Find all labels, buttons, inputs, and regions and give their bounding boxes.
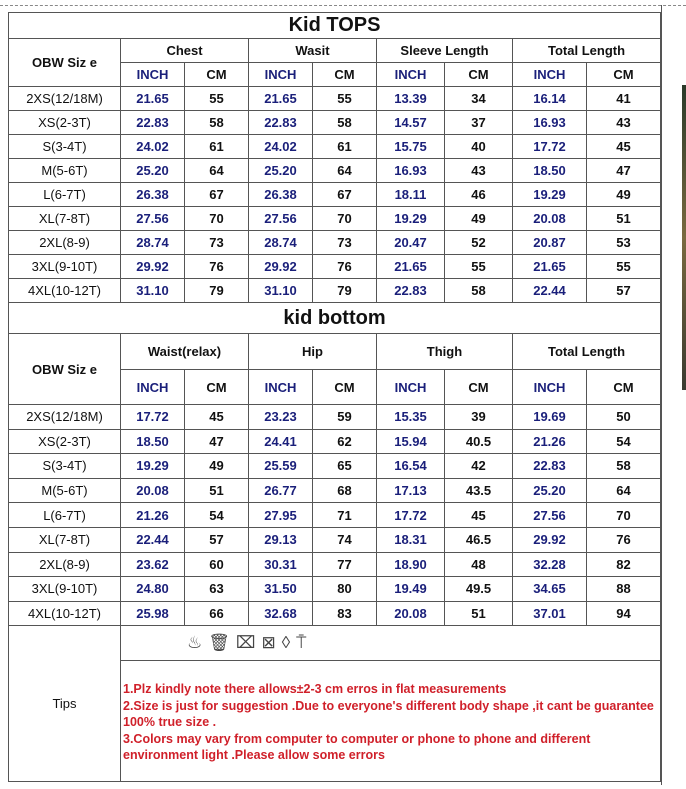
cm-value: 57 (185, 527, 249, 552)
inch-value: 27.56 (121, 207, 185, 231)
cm-value: 54 (185, 503, 249, 528)
inch-value: 26.38 (121, 183, 185, 207)
inch-value: 17.72 (121, 405, 185, 430)
size-cell: L(6-7T) (9, 183, 121, 207)
inch-value: 22.44 (513, 279, 587, 303)
table-row (9, 478, 661, 503)
inch-value: 16.93 (377, 159, 445, 183)
cm-value: 64 (185, 159, 249, 183)
cm-value: 94 (587, 601, 661, 626)
inch-value: 14.57 (377, 111, 445, 135)
inch-value: 27.95 (249, 503, 313, 528)
cm-value: 70 (185, 207, 249, 231)
cm-value: 76 (185, 255, 249, 279)
cm-value: 40 (445, 135, 513, 159)
inch-value: 22.83 (513, 454, 587, 479)
table-row (9, 405, 661, 430)
cm-value: 74 (313, 527, 377, 552)
cm-value: 48 (445, 552, 513, 577)
tops-title: Kid TOPS (9, 13, 661, 39)
inch-header: INCH (513, 63, 587, 87)
inch-value: 15.94 (377, 429, 445, 454)
inch-value: 26.38 (249, 183, 313, 207)
cm-value: 55 (445, 255, 513, 279)
inch-value: 29.92 (249, 255, 313, 279)
inch-value: 18.50 (513, 159, 587, 183)
inch-value: 25.98 (121, 601, 185, 626)
size-cell: XL(7-8T) (9, 207, 121, 231)
size-header: OBW Siz e (9, 334, 121, 405)
inch-value: 17.72 (513, 135, 587, 159)
cm-header: CM (445, 370, 513, 405)
inch-value: 13.39 (377, 87, 445, 111)
cm-value: 41 (587, 87, 661, 111)
tips-text (121, 661, 661, 782)
table-row (9, 135, 661, 159)
size-cell: 4XL(10-12T) (9, 601, 121, 626)
cm-value: 73 (313, 231, 377, 255)
cm-value: 64 (313, 159, 377, 183)
cm-value: 47 (587, 159, 661, 183)
photo-edge (682, 85, 686, 390)
no-tumble-dry-icon: ⌧ (235, 633, 262, 653)
cm-value: 70 (587, 503, 661, 528)
cm-value: 77 (313, 552, 377, 577)
tip-1: 1.Plz kindly note there allows±2-3 cm erros in flat measurements (123, 682, 507, 697)
bottom-title: kid bottom (9, 303, 661, 334)
inch-value: 21.26 (513, 429, 587, 454)
inch-value: 17.13 (377, 478, 445, 503)
inch-value: 21.65 (121, 87, 185, 111)
cm-value: 49 (445, 207, 513, 231)
inch-value: 15.35 (377, 405, 445, 430)
group-header: Chest (121, 39, 249, 63)
inch-header: INCH (121, 63, 185, 87)
inch-value: 28.74 (249, 231, 313, 255)
size-cell: M(5-6T) (9, 159, 121, 183)
group-header: Wasit (249, 39, 377, 63)
inch-value: 20.87 (513, 231, 587, 255)
no-dry-clean-icon: ⊠ (261, 633, 282, 653)
cm-value: 67 (185, 183, 249, 207)
cm-header: CM (587, 63, 661, 87)
size-cell: M(5-6T) (9, 478, 121, 503)
iron-icon: ◊ (281, 633, 297, 653)
cm-value: 52 (445, 231, 513, 255)
cm-value: 54 (587, 429, 661, 454)
inch-value: 18.90 (377, 552, 445, 577)
group-header: Hip (249, 334, 377, 370)
inch-value: 20.08 (513, 207, 587, 231)
cm-value: 42 (445, 454, 513, 479)
table-row (9, 183, 661, 207)
inch-value: 29.13 (249, 527, 313, 552)
cm-value: 68 (313, 478, 377, 503)
cm-value: 80 (313, 577, 377, 602)
tip-3: 3.Colors may vary from computer to computer or phone to phone and different environment light .Please allow some errors (123, 731, 591, 763)
hang-dry-icon: ⍑ (296, 633, 313, 653)
inch-header: INCH (249, 63, 313, 87)
table-row (9, 601, 661, 626)
inch-value: 32.28 (513, 552, 587, 577)
cm-header: CM (185, 370, 249, 405)
inch-value: 21.65 (377, 255, 445, 279)
inch-value: 22.44 (121, 527, 185, 552)
inch-value: 22.83 (377, 279, 445, 303)
inch-value: 26.77 (249, 478, 313, 503)
group-header: Total Length (513, 39, 661, 63)
size-cell: 3XL(9-10T) (9, 577, 121, 602)
cm-value: 76 (313, 255, 377, 279)
table-row (9, 111, 661, 135)
cm-value: 58 (445, 279, 513, 303)
inch-value: 19.49 (377, 577, 445, 602)
inch-value: 24.41 (249, 429, 313, 454)
cm-value: 57 (587, 279, 661, 303)
inch-value: 20.08 (121, 478, 185, 503)
inch-value: 32.68 (249, 601, 313, 626)
group-header: Sleeve Length (377, 39, 513, 63)
inch-value: 29.92 (121, 255, 185, 279)
cm-value: 34 (445, 87, 513, 111)
size-cell: 2XL(8-9) (9, 552, 121, 577)
table-row (9, 577, 661, 602)
inch-value: 27.56 (249, 207, 313, 231)
inch-value: 17.72 (377, 503, 445, 528)
inch-value: 16.54 (377, 454, 445, 479)
inch-value: 25.59 (249, 454, 313, 479)
cm-value: 49 (587, 183, 661, 207)
table-row (9, 255, 661, 279)
wash-tub-icon: 🗑 (208, 633, 236, 653)
divider (661, 5, 662, 785)
inch-value: 18.31 (377, 527, 445, 552)
cm-value: 45 (587, 135, 661, 159)
cm-value: 40.5 (445, 429, 513, 454)
group-header: Waist(relax) (121, 334, 249, 370)
cm-value: 55 (313, 87, 377, 111)
inch-value: 29.92 (513, 527, 587, 552)
cm-value: 88 (587, 577, 661, 602)
cm-header: CM (185, 63, 249, 87)
cm-value: 43 (445, 159, 513, 183)
cm-value: 49 (185, 454, 249, 479)
inch-value: 30.31 (249, 552, 313, 577)
cm-value: 51 (185, 478, 249, 503)
cm-value: 71 (313, 503, 377, 528)
inch-value: 19.69 (513, 405, 587, 430)
cm-value: 37 (445, 111, 513, 135)
inch-header: INCH (121, 370, 185, 405)
inch-value: 19.29 (121, 454, 185, 479)
cm-value: 49.5 (445, 577, 513, 602)
inch-value: 19.29 (513, 183, 587, 207)
cm-value: 66 (185, 601, 249, 626)
cm-value: 76 (587, 527, 661, 552)
cm-value: 39 (445, 405, 513, 430)
size-cell: XS(2-3T) (9, 111, 121, 135)
inch-value: 25.20 (513, 478, 587, 503)
inch-value: 24.80 (121, 577, 185, 602)
cm-value: 79 (313, 279, 377, 303)
inch-value: 20.47 (377, 231, 445, 255)
inch-value: 23.62 (121, 552, 185, 577)
cm-value: 45 (185, 405, 249, 430)
care-icons (121, 626, 661, 661)
cm-header: CM (313, 370, 377, 405)
cm-value: 46.5 (445, 527, 513, 552)
size-cell: L(6-7T) (9, 503, 121, 528)
inch-value: 28.74 (121, 231, 185, 255)
group-header: Total Length (513, 334, 661, 370)
inch-header: INCH (249, 370, 313, 405)
inch-value: 21.26 (121, 503, 185, 528)
inch-value: 21.65 (249, 87, 313, 111)
cm-value: 58 (587, 454, 661, 479)
cm-value: 51 (445, 601, 513, 626)
inch-value: 31.10 (121, 279, 185, 303)
inch-value: 22.83 (249, 111, 313, 135)
cm-value: 46 (445, 183, 513, 207)
table-row (9, 429, 661, 454)
cm-value: 50 (587, 405, 661, 430)
cm-value: 55 (587, 255, 661, 279)
table-row (9, 279, 661, 303)
inch-value: 25.20 (121, 159, 185, 183)
table-row (9, 159, 661, 183)
cm-value: 70 (313, 207, 377, 231)
hand-wash-icon: ♨ (187, 633, 209, 653)
cm-value: 53 (587, 231, 661, 255)
inch-value: 16.14 (513, 87, 587, 111)
cm-header: CM (313, 63, 377, 87)
cm-value: 51 (587, 207, 661, 231)
size-cell: 2XS(12/18M) (9, 405, 121, 430)
cm-value: 63 (185, 577, 249, 602)
size-chart (8, 12, 660, 782)
inch-value: 31.50 (249, 577, 313, 602)
inch-value: 22.83 (121, 111, 185, 135)
top-border (0, 0, 686, 6)
inch-value: 15.75 (377, 135, 445, 159)
inch-value: 24.02 (121, 135, 185, 159)
cm-value: 43 (587, 111, 661, 135)
cm-header: CM (445, 63, 513, 87)
cm-value: 83 (313, 601, 377, 626)
cm-value: 82 (587, 552, 661, 577)
inch-value: 23.23 (249, 405, 313, 430)
inch-value: 25.20 (249, 159, 313, 183)
cm-value: 58 (313, 111, 377, 135)
cm-header: CM (587, 370, 661, 405)
inch-value: 27.56 (513, 503, 587, 528)
size-cell: S(3-4T) (9, 135, 121, 159)
table-row (9, 231, 661, 255)
inch-header: INCH (377, 370, 445, 405)
inch-value: 20.08 (377, 601, 445, 626)
inch-value: 37.01 (513, 601, 587, 626)
cm-value: 55 (185, 87, 249, 111)
inch-value: 19.29 (377, 207, 445, 231)
cm-value: 64 (587, 478, 661, 503)
cm-value: 47 (185, 429, 249, 454)
cm-value: 43.5 (445, 478, 513, 503)
inch-value: 21.65 (513, 255, 587, 279)
table-row (9, 454, 661, 479)
inch-value: 18.50 (121, 429, 185, 454)
cm-value: 61 (313, 135, 377, 159)
table-row (9, 552, 661, 577)
cm-value: 59 (313, 405, 377, 430)
size-cell: 2XL(8-9) (9, 231, 121, 255)
cm-value: 60 (185, 552, 249, 577)
cm-value: 58 (185, 111, 249, 135)
size-cell: XS(2-3T) (9, 429, 121, 454)
tips-label: Tips (9, 626, 121, 782)
inch-header: INCH (377, 63, 445, 87)
table-row (9, 207, 661, 231)
cm-value: 79 (185, 279, 249, 303)
size-cell: XL(7-8T) (9, 527, 121, 552)
inch-value: 31.10 (249, 279, 313, 303)
size-table (8, 12, 661, 782)
size-header: OBW Siz e (9, 39, 121, 87)
table-row (9, 87, 661, 111)
inch-value: 24.02 (249, 135, 313, 159)
cm-value: 62 (313, 429, 377, 454)
cm-value: 65 (313, 454, 377, 479)
tip-2: 2.Size is just for suggestion .Due to everyone's different body shape ,it cant be guarantee 100% true size . (123, 698, 654, 730)
inch-value: 18.11 (377, 183, 445, 207)
inch-value: 34.65 (513, 577, 587, 602)
size-cell: 4XL(10-12T) (9, 279, 121, 303)
cm-value: 61 (185, 135, 249, 159)
group-header: Thigh (377, 334, 513, 370)
size-cell: 2XS(12/18M) (9, 87, 121, 111)
size-cell: S(3-4T) (9, 454, 121, 479)
cm-value: 73 (185, 231, 249, 255)
cm-value: 45 (445, 503, 513, 528)
table-row (9, 527, 661, 552)
cm-value: 67 (313, 183, 377, 207)
size-cell: 3XL(9-10T) (9, 255, 121, 279)
table-row (9, 503, 661, 528)
inch-header: INCH (513, 370, 587, 405)
inch-value: 16.93 (513, 111, 587, 135)
